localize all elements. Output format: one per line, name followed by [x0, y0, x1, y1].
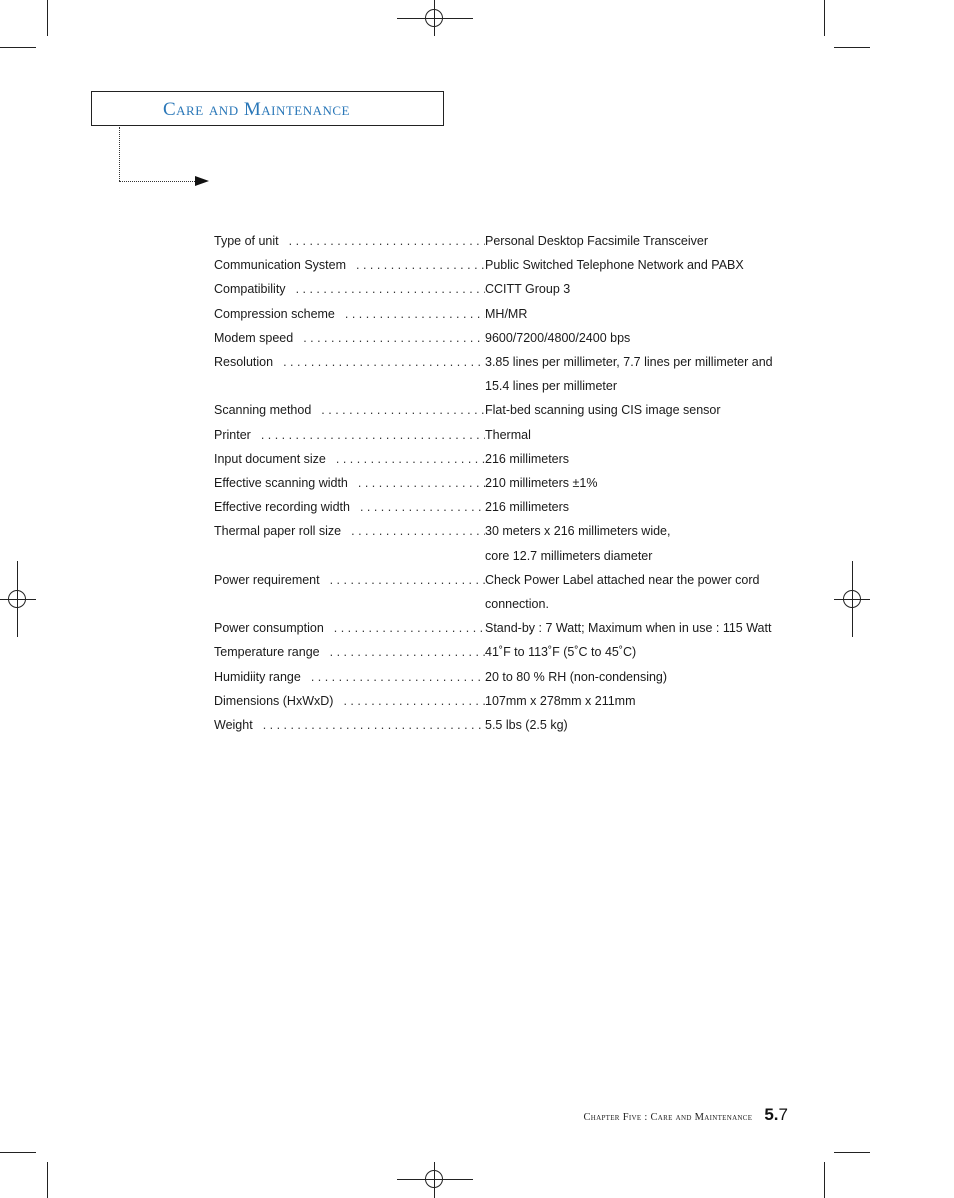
spec-row — [214, 302, 774, 326]
spec-value: CCITT Group 3 — [485, 282, 571, 297]
dot-leader — [263, 713, 485, 737]
spec-row — [214, 640, 774, 664]
dot-leader — [321, 398, 485, 422]
spec-row — [214, 447, 774, 471]
spec-row — [214, 277, 774, 301]
spec-value: 216 millimeters — [485, 451, 570, 466]
dot-leader — [358, 471, 485, 495]
spec-label-cell — [214, 640, 485, 664]
header-leader-horizontal — [119, 181, 197, 182]
dot-leader — [289, 229, 485, 253]
spec-value: core 12.7 millimeters diameter — [485, 548, 653, 563]
spec-row — [214, 689, 774, 713]
spec-value-cell — [485, 665, 774, 689]
spec-row — [214, 229, 774, 253]
spec-row — [214, 519, 774, 567]
spec-value-cell — [485, 302, 774, 326]
spec-value: 9600/7200/4800/2400 bps — [485, 330, 631, 345]
spec-row — [214, 423, 774, 447]
spec-label: Compatibility — [214, 282, 286, 297]
spec-label-cell — [214, 423, 485, 447]
dot-leader — [330, 640, 485, 664]
spec-label-cell — [214, 447, 485, 471]
spec-value: 5.5 lbs (2.5 kg) — [485, 718, 568, 733]
spec-label: Thermal paper roll size — [214, 524, 342, 539]
spec-value-cell — [485, 616, 774, 640]
spec-value-cell — [485, 471, 774, 495]
spec-label: Humidiity range — [214, 669, 301, 684]
spec-label: Power consumption — [214, 621, 324, 636]
section-header-box — [91, 91, 444, 126]
spec-label: Scanning method — [214, 403, 312, 418]
spec-label-cell — [214, 616, 485, 640]
spec-label: Effective scanning width — [214, 476, 348, 491]
crop-mark-top-left-vertical — [47, 0, 48, 36]
spec-label-cell — [214, 519, 485, 543]
spec-value: Personal Desktop Facsimile Transceiver — [485, 234, 708, 248]
crop-mark-top-left-horizontal — [0, 47, 36, 48]
spec-row — [214, 495, 774, 519]
dot-leader — [311, 665, 485, 689]
spec-value: 210 millimeters ±1% — [485, 476, 598, 491]
crop-mark-top-right-vertical — [824, 0, 825, 36]
section-title: Care and Maintenance — [163, 99, 350, 120]
spec-value-cell — [485, 326, 774, 350]
dot-leader — [336, 447, 485, 471]
spec-value-cell — [485, 519, 774, 567]
page-number — [764, 1105, 788, 1125]
spec-value: 30 meters x 216 millimeters wide, — [485, 524, 671, 539]
spec-value: Public Switched Telephone Network and PABX — [485, 258, 744, 273]
spec-label-cell — [214, 665, 485, 689]
crop-mark-bottom-left-vertical — [47, 1162, 48, 1198]
page-footer — [583, 1105, 788, 1125]
spec-label-cell — [214, 253, 485, 277]
dot-leader — [283, 350, 485, 374]
spec-label: Effective recording width — [214, 500, 350, 515]
spec-label-cell — [214, 398, 485, 422]
spec-label-cell — [214, 350, 485, 374]
spec-value-cell — [485, 253, 774, 277]
spec-value-cell — [485, 277, 774, 301]
dot-leader — [351, 519, 485, 543]
crop-mark-top-right-horizontal — [834, 47, 870, 48]
dot-leader — [360, 495, 485, 519]
spec-row — [214, 713, 774, 737]
spec-label: Weight — [214, 718, 253, 733]
spec-row — [214, 665, 774, 689]
spec-label-cell — [214, 326, 485, 350]
spec-value: Check Power Label attached near the power cord — [485, 572, 760, 587]
crop-mark-bottom-right-vertical — [824, 1162, 825, 1198]
spec-value-cell — [485, 229, 774, 253]
dot-leader — [345, 302, 485, 326]
spec-value: 3.85 lines per millimeter, 7.7 lines per millimeter and — [485, 355, 773, 370]
arrow-right-icon — [195, 176, 209, 186]
spec-label-cell — [214, 277, 485, 301]
spec-label: Temperature range — [214, 645, 320, 660]
spec-value-cell — [485, 423, 774, 447]
spec-row — [214, 350, 774, 398]
spec-value-cell — [485, 713, 774, 737]
spec-row — [214, 398, 774, 422]
crop-mark-bottom-right-horizontal — [834, 1152, 870, 1153]
footer-chapter-title: Chapter Five : Care and Maintenance — [583, 1112, 753, 1123]
spec-value: Thermal — [485, 427, 531, 442]
spec-value-cell — [485, 689, 774, 713]
dot-leader — [303, 326, 485, 350]
spec-value: MH/MR — [485, 306, 528, 321]
page-number-page: 7 — [778, 1105, 788, 1124]
spec-label: Power requirement — [214, 572, 320, 587]
crop-mark-bottom-left-horizontal — [0, 1152, 36, 1153]
spec-row — [214, 253, 774, 277]
specifications-table — [214, 229, 774, 737]
dot-leader — [356, 253, 485, 277]
dot-leader — [261, 423, 485, 447]
spec-value: Flat-bed scanning using CIS image sensor — [485, 403, 721, 418]
spec-label: Communication System — [214, 258, 346, 273]
spec-row — [214, 326, 774, 350]
spec-label-cell — [214, 713, 485, 737]
spec-label-cell — [214, 495, 485, 519]
spec-value: 15.4 lines per millimeter — [485, 379, 617, 394]
spec-value: 41˚F to 113˚F (5˚C to 45˚C) — [485, 645, 637, 660]
spec-value-cell — [485, 447, 774, 471]
spec-row — [214, 471, 774, 495]
spec-value-cell — [485, 350, 774, 398]
spec-row — [214, 616, 774, 640]
dot-leader — [296, 277, 485, 301]
spec-value: Stand-by : 7 Watt; Maximum when in use : 115 Watt — [485, 621, 772, 636]
spec-value-cell — [485, 568, 774, 616]
spec-value: 107mm x 278mm x 211mm — [485, 693, 636, 708]
spec-label: Printer — [214, 427, 251, 442]
spec-value-cell — [485, 398, 774, 422]
spec-value-cell — [485, 640, 774, 664]
spec-value-cell — [485, 495, 774, 519]
spec-label-cell — [214, 689, 485, 713]
spec-label: Compression scheme — [214, 306, 335, 321]
spec-row — [214, 568, 774, 616]
spec-label-cell — [214, 471, 485, 495]
spec-value: connection. — [485, 597, 549, 612]
dot-leader — [330, 568, 485, 592]
spec-label: Resolution — [214, 355, 274, 370]
spec-label: Modem speed — [214, 330, 294, 345]
spec-label: Input document size — [214, 451, 326, 466]
dot-leader — [334, 616, 485, 640]
spec-label: Dimensions (HxWxD) — [214, 693, 334, 708]
page-number-chapter: 5. — [764, 1105, 779, 1124]
spec-label-cell — [214, 229, 485, 253]
spec-value: 216 millimeters — [485, 500, 570, 515]
spec-label: Type of unit — [214, 234, 279, 248]
header-leader-vertical — [119, 127, 120, 181]
spec-label-cell — [214, 568, 485, 592]
spec-value: 20 to 80 % RH (non-condensing) — [485, 669, 668, 684]
dot-leader — [343, 689, 485, 713]
spec-label-cell — [214, 302, 485, 326]
